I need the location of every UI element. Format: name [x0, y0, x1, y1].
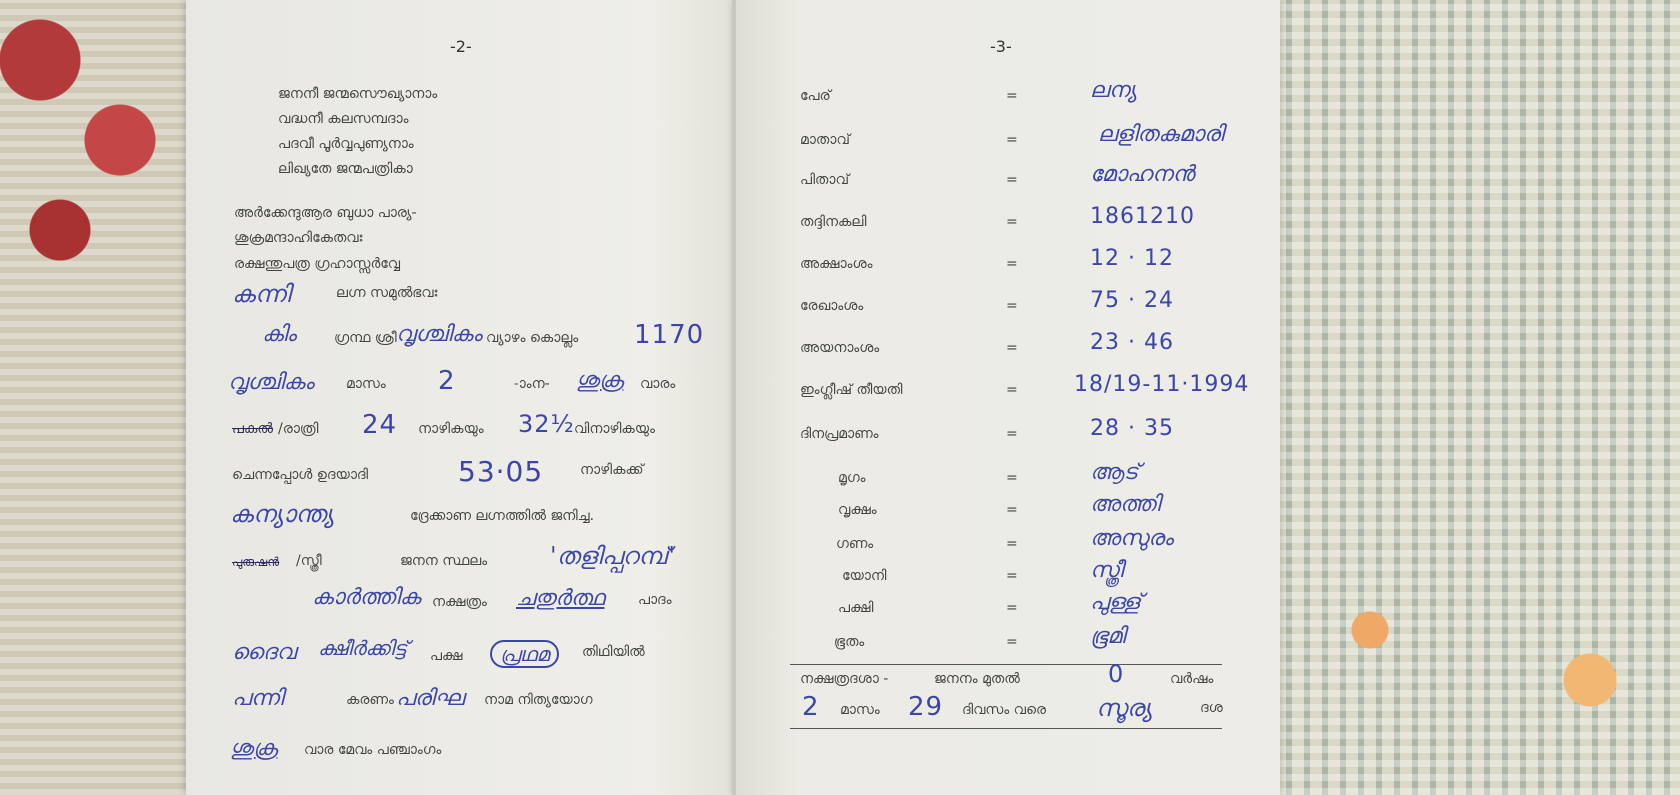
row-equals-12: = [1006, 568, 1018, 584]
verse-line-2: വദ്ധനീ കലസമ്പദാം [278, 111, 409, 127]
book-spine [732, 0, 736, 795]
row-equals-7: = [1006, 382, 1018, 398]
dasha-from-birth-label: ജനനം മുതൽ [934, 671, 1020, 687]
month-label: മാസം [346, 376, 386, 392]
paksha-value: ക്ഷീർക്കിട്ട് [318, 636, 408, 660]
nakshatra-label: നക്ഷത്രം [432, 594, 487, 610]
dasha-months-value: 2 [802, 692, 820, 722]
jupiter-year-label: വ്യാഴം കൊല്ലം [486, 330, 579, 346]
weekday-value: ശുക്ര [576, 368, 624, 393]
dasha-bottom-rule [790, 728, 1222, 729]
row-equals-0: = [1006, 88, 1018, 104]
dasha-days-value: 29 [908, 692, 944, 722]
row-label-7: ഇംഗ്ലീഷ് തീയതി [800, 382, 903, 398]
panchanga-label: വാര മേവം പഞ്ചാംഗം [304, 742, 442, 758]
drekkana-value: കന്യാന്ത്യ [230, 500, 334, 528]
row-label-0: പേര് [800, 88, 831, 104]
row-equals-6: = [1006, 340, 1018, 356]
vinazhika-label: വിനാഴികയും [574, 421, 655, 437]
tithi-label: തിഥിയിൽ [582, 644, 645, 660]
row-label-3: തദ്ദിനകലി [800, 214, 867, 230]
nazhika-value: 24 [362, 410, 398, 440]
row-label-6: അയനാംശം [800, 340, 880, 356]
nazhikakku-label: നാഴികക്ക് [580, 462, 644, 478]
karana-label: കരണം [346, 692, 394, 708]
vaara-value: ശുക്ര [230, 736, 278, 761]
verse-line-7: രക്ഷന്തുപത്ര ഗ്രഹാസ്സർവ്വേ [234, 256, 401, 272]
yoga-label: നാമ നിത്യയോഗ [484, 692, 593, 708]
verse-line-4: ലിഖ്യതേ ജന്മപത്രികാ [278, 161, 413, 177]
row-value-0: ലന്യ [1090, 78, 1137, 103]
left-page [186, 0, 734, 795]
jupiter-rashi-value: വൃശ്ചികം [396, 322, 482, 347]
row-value-4: 12 · 12 [1090, 246, 1174, 271]
birthplace-label: ജനന സ്ഥലം [400, 553, 488, 569]
yoga-value: പരിഘ [396, 686, 465, 711]
female-label: /സ്ത്രീ [296, 553, 322, 569]
background-cloth-left [0, 0, 200, 795]
row-value-11: അസുരം [1090, 526, 1174, 551]
dasha-days-label: ദിവസം വരെ [962, 702, 1046, 718]
row-label-1: മാതാവ് [800, 132, 850, 148]
left-page-number: -2- [450, 37, 472, 56]
dasha-years-value: 0 [1108, 660, 1125, 688]
row-label-5: രേഖാംശം [800, 298, 864, 314]
karana-value: പന്നി [232, 686, 284, 711]
pada-label: പാദം [638, 592, 672, 608]
row-label-12: യോനി [842, 568, 887, 584]
verse-line-6: ശുക്രമന്ദാഹികേതവഃ [234, 230, 363, 246]
dasha-planet-value: സൂര്യ [1096, 694, 1153, 722]
dasha-suffix-label: ദശ [1200, 700, 1223, 716]
birthplace-value: 'തളിപ്പറമ്പ്' [550, 542, 675, 570]
row-equals-9: = [1006, 470, 1018, 486]
row-label-14: ഭൂതം [834, 634, 865, 650]
day-number-value: 2 [438, 366, 456, 396]
row-equals-11: = [1006, 536, 1018, 552]
grantha-label: ഗ്രന്ഥ ശ്രീ [334, 330, 397, 346]
day-suffix-label: -ാംന- [514, 376, 550, 392]
row-equals-2: = [1006, 172, 1018, 188]
udayadi-label: ചെന്നപ്പോൾ ഉദയാദി [232, 467, 369, 483]
row-equals-4: = [1006, 256, 1018, 272]
row-label-11: ഗണം [836, 536, 874, 552]
verse-line-5: അർക്കേന്ദുആര ബുധാ പാര്യ- [234, 205, 417, 221]
dasha-months-label: മാസം [840, 702, 880, 718]
lagna-rashi-value: കന്നി [232, 280, 291, 308]
row-equals-14: = [1006, 634, 1018, 650]
row-value-7: 18/19-11·1994 [1074, 372, 1250, 397]
row-value-2: മോഹനൻ [1090, 162, 1195, 187]
nazhika-label: നാഴികയും [418, 421, 484, 437]
background-cloth-right [1250, 0, 1680, 795]
right-page-number: -3- [990, 37, 1012, 56]
row-label-9: മൃഗം [838, 470, 866, 486]
verse-line-3: പദവീ പൂർവ്വപുണ്യനാം [278, 136, 414, 152]
dasha-years-label: വർഷം [1170, 671, 1214, 687]
row-label-2: പിതാവ് [800, 172, 849, 188]
vinazhika-value: 32½ [518, 410, 575, 438]
row-value-14: ഭൂമി [1090, 624, 1126, 649]
row-equals-5: = [1006, 298, 1018, 314]
hand-kim: കിം [262, 322, 297, 347]
tithi-value: പ്രഥമ [490, 640, 559, 668]
row-equals-1: = [1006, 132, 1018, 148]
row-value-8: 28 · 35 [1090, 416, 1174, 441]
kollam-year-value: 1170 [634, 320, 705, 350]
row-value-12: സ്ത്രീ [1090, 558, 1123, 583]
udayadi-value: 53·05 [458, 455, 544, 488]
night-label: /രാത്രി [278, 421, 319, 437]
row-label-4: അക്ഷാംശം [800, 256, 873, 272]
verse-line-1: ജനനീ ജന്മസൌഖ്യാനാം [278, 86, 438, 102]
row-equals-8: = [1006, 426, 1018, 442]
row-value-13: പുള്ള് [1090, 590, 1142, 615]
hand-daiva: ദൈവ [232, 640, 296, 665]
weekday-label: വാരം [640, 376, 676, 392]
row-value-6: 23 · 46 [1090, 330, 1174, 355]
row-equals-3: = [1006, 214, 1018, 230]
drekkana-label: ദ്രേക്കാണ ലഗ്നത്തിൽ ജനിച്ച. [410, 508, 595, 524]
month-value: വൃശ്ചികം [228, 370, 314, 395]
lagna-label: ലഗ്ന സമുൽഭവഃ [336, 285, 438, 301]
row-equals-10: = [1006, 502, 1018, 518]
row-value-9: ആട് [1090, 460, 1139, 485]
pada-value: ചതുർത്ഥ [516, 586, 605, 611]
row-label-8: ദിനപ്രമാണം [800, 426, 879, 442]
male-struck-label: പുരുഷൻ [232, 555, 280, 569]
dasha-top-rule [790, 664, 1222, 665]
row-value-10: അത്തി [1090, 492, 1161, 517]
nakshatra-value: കാർത്തിക [312, 585, 421, 610]
row-value-5: 75 · 24 [1090, 288, 1174, 313]
dasha-label: നക്ഷത്രദശാ - [800, 671, 889, 687]
row-value-3: 1861210 [1090, 204, 1195, 229]
row-equals-13: = [1006, 600, 1018, 616]
paksha-label: പക്ഷ [430, 648, 463, 664]
row-label-10: വൃക്ഷം [838, 502, 877, 518]
day-struck-label: പകൽ [232, 421, 273, 437]
row-value-1: ലളിതകുമാരി [1098, 122, 1224, 147]
row-label-13: പക്ഷി [838, 600, 874, 616]
